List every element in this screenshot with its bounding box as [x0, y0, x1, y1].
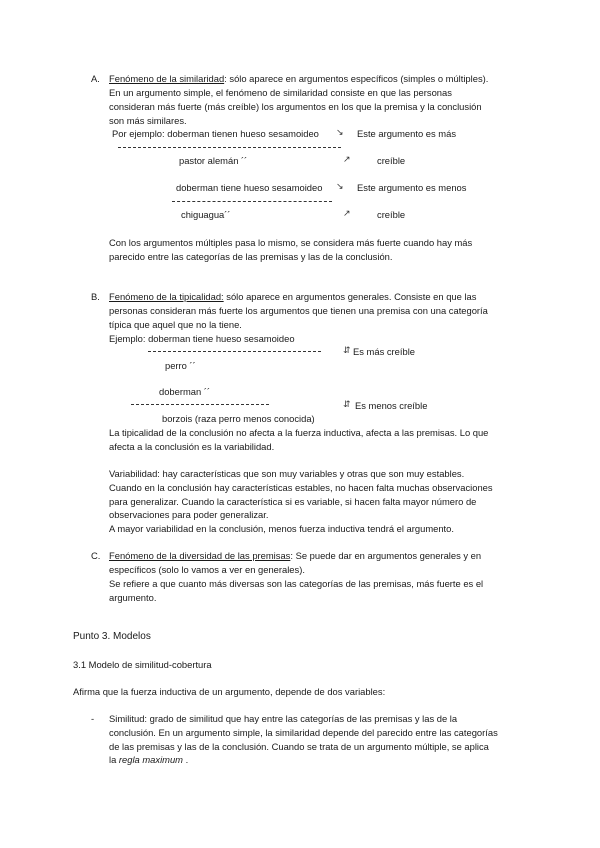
section-b-line: típica que aquel que no la tiene. [109, 319, 242, 330]
argument-divider [148, 351, 321, 352]
section-a-line: consideran más fuerte (más creíble) los argumentos en los que la premisa y la conclusión [109, 101, 482, 112]
arrow-up-right-icon: ↗ [343, 208, 351, 218]
section-a-line: son más similares. [109, 115, 187, 126]
argument-divider [172, 201, 332, 202]
arrow-updown-icon: ⇵ [343, 399, 351, 409]
example-b2-conclusion: borzois (raza perro menos conocida) [162, 413, 315, 424]
section-b-after-example: La tipicalidad de la conclusión no afecta a la fuerza inductiva, afecta a las premisas. Lo que [109, 427, 489, 438]
arrow-down-right-icon: ↘ [336, 181, 344, 191]
section-c-title-rest: : Se puede dar en argumentos generales y en [290, 550, 482, 561]
section-b-after-example: afecta a la conclusión es la variabilidad. [109, 441, 275, 452]
section-a-heading-line [109, 73, 488, 85]
bullet-last-suffix: . [182, 754, 189, 765]
bullet-marker: - [91, 713, 95, 724]
section-c-title: Fenómeno de la diversidad de las premisas [109, 550, 291, 561]
example-a1-note: Este argumento es más [357, 128, 457, 139]
example-a2-note-end: creíble [377, 209, 406, 220]
section-a-closing: Con los argumentos múltiples pasa lo mismo, se considera más fuerte cuando hay más [109, 237, 473, 248]
section-c-line: específicos (solo lo vamos a ver en generales). [109, 564, 305, 575]
variability-line: observaciones para poder generalizar. [109, 509, 269, 520]
example-b1-conclusion: perro ´´ [165, 360, 196, 371]
variability-line: Variabilidad: hay características que son muy variables y otras que son muy estables. [109, 468, 465, 479]
section-a-line: En un argumento simple, el fenómeno de similaridad consiste en que las personas [109, 87, 452, 98]
variability-line: A mayor variabilidad en la conclusión, menos fuerza inductiva tendrá el argumento. [109, 523, 454, 534]
section-c-marker: C. [91, 550, 101, 561]
section-a-marker: A. [91, 73, 100, 84]
intro-paragraph: Afirma que la fuerza inductiva de un argumento, depende de dos variables: [73, 686, 386, 697]
arrow-updown-icon: ⇵ [343, 345, 351, 355]
section-a-closing: parecido entre las categorías de las premisas y las de la conclusión. [109, 251, 393, 262]
section-b-line: Ejemplo: doberman tiene hueso sesamoideo [109, 333, 295, 344]
section-c-line: argumento. [109, 592, 157, 603]
section-b-line: personas consideran más fuerte los argumentos que tienen una premisa con una categoría [109, 305, 488, 316]
section-b-title-rest: sólo aparece en argumentos generales. Consiste en que las [223, 291, 477, 302]
subheading-3-1: 3.1 Modelo de similitud-cobertura [73, 659, 212, 670]
bullet-last-line [109, 754, 188, 766]
variability-line: Cuando en la conclusión hay características estables, no hacen falta muchas observaciones [109, 482, 493, 493]
example-b2-note: Es menos creíble [355, 400, 428, 411]
section-b-marker: B. [91, 291, 100, 302]
example-a2-conclusion: chiguagua´´ [181, 209, 231, 220]
section-a-title-rest: : sólo aparece en argumentos específicos (simples o múltiples). [224, 73, 489, 84]
example-a2-note: Este argumento es menos [357, 182, 467, 193]
example-a2-premise: doberman tiene hueso sesamoideo [176, 182, 323, 193]
argument-divider [131, 404, 269, 405]
argument-divider [118, 147, 341, 148]
section-b-heading-line [109, 291, 476, 303]
bullet-line: de las premisas y las de la conclusión. Cuando se trata de un argumento múltiple, se aplica [109, 741, 489, 752]
bullet-line: Similitud: grado de similitud que hay entre las categorías de las premisas y las de la [109, 713, 458, 724]
example-a-intro: Por ejemplo: doberman tienen hueso sesamoideo [112, 128, 319, 139]
regla-maximum-term: regla maximum [118, 754, 183, 765]
variability-line: para generalizar. Cuando la característica si es variable, si hacen falta mayor número de [109, 496, 477, 507]
arrow-down-right-icon: ↘ [336, 127, 344, 137]
section-c-line: Se refiere a que cuanto más diversas son las categorías de las premisas, más fuerte es el [109, 578, 484, 589]
example-b2-premise: doberman ´´ [159, 386, 211, 397]
bullet-last-prefix: la [109, 754, 119, 765]
example-a1-note-end: creíble [377, 155, 406, 166]
section-b-title: Fenómeno de la tipicalidad: [109, 291, 224, 302]
section-a-title: Fenómeno de la similaridad [109, 73, 225, 84]
example-b1-note: Es más creíble [353, 346, 415, 357]
section-c-heading-line [109, 550, 481, 562]
bullet-line: conclusión. En un argumento simple, la similaridad depende del parecido entre las categorías [109, 727, 498, 738]
heading-punto-3: Punto 3. Modelos [73, 631, 151, 642]
arrow-up-right-icon: ↗ [343, 154, 351, 164]
example-a1-conclusion: pastor alemán ´´ [179, 155, 248, 166]
